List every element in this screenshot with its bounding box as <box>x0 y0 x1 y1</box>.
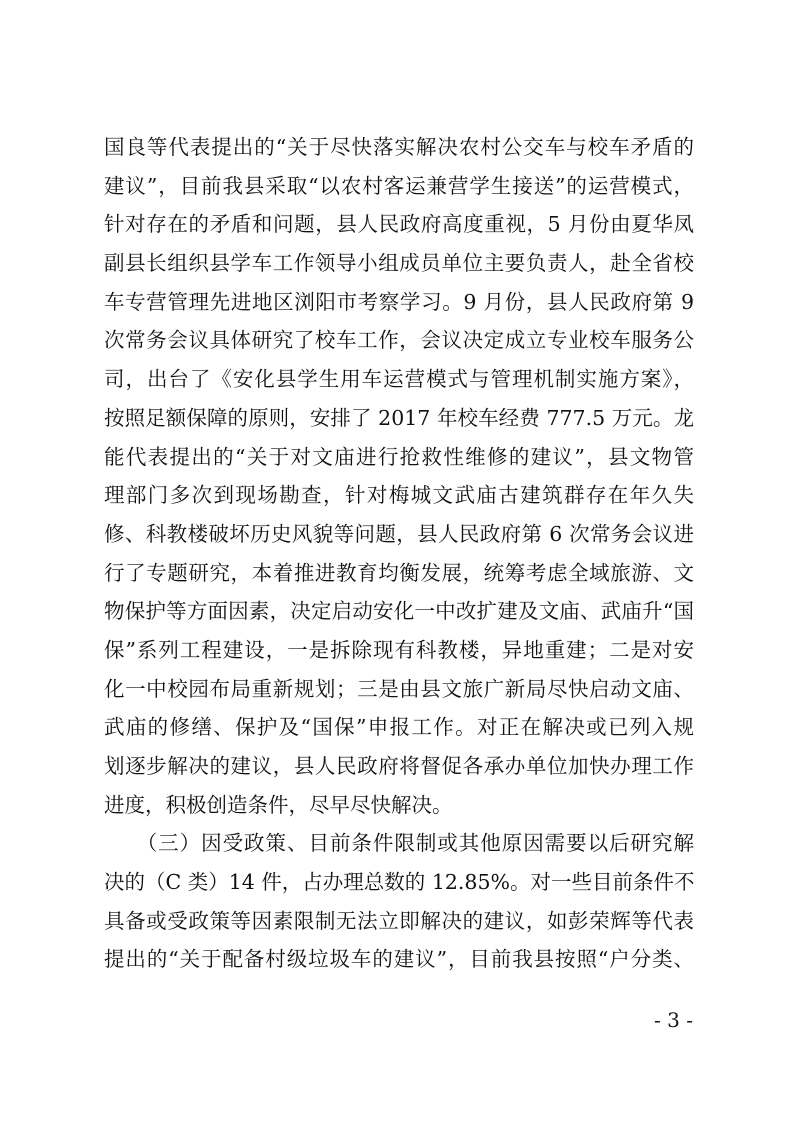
text-line: 具备或受政策等因素限制无法立即解决的建议，如彭荣辉等代表 <box>104 908 694 933</box>
page-number: - 3 - <box>654 1008 693 1032</box>
text-line: 武庙的修缮、保护及“国保”申报工作。对正在解决或已列入规 <box>104 715 694 740</box>
text-line: 化一中校园布局重新规划；三是由县文旅广新局尽快启动文庙、 <box>104 676 694 701</box>
text-line: 针对存在的矛盾和问题，县人民政府高度重视，5 月份由夏华凤 <box>104 212 694 237</box>
paragraph-end-line: 进度，积极创造条件，尽早尽快解决。 <box>104 792 453 817</box>
text-line: 行了专题研究，本着推进教育均衡发展，统筹考虑全域旅游、文 <box>104 560 694 585</box>
text-line: 司，出台了《安化县学生用车运营模式与管理机制实施方案》， <box>104 367 694 392</box>
text-line: 按照足额保障的原则，安排了 2017 年校车经费 777.5 万元。龙 <box>104 405 694 430</box>
text-line: 决的（C 类）14 件，占办理总数的 12.85%。对一些目前条件不 <box>104 870 694 895</box>
text-line: 建议”，目前我县采取“以农村客运兼营学生接送”的运营模式， <box>104 173 694 198</box>
text-line: 保”系列工程建设，一是拆除现有科教楼，异地重建；二是对安 <box>104 637 694 662</box>
text-line: 车专营管理先进地区浏阳市考察学习。9 月份，县人民政府第 9 <box>104 289 694 314</box>
text-line: 理部门多次到现场勘查，针对梅城文武庙古建筑群存在年久失 <box>104 483 694 508</box>
text-line: 提出的“关于配备村级垃圾车的建议”，目前我县按照“户分类、 <box>104 947 694 972</box>
text-line: 能代表提出的“关于对文庙进行抢救性维修的建议”，县文物管 <box>104 444 694 469</box>
text-line: 副县长组织县学车工作领导小组成员单位主要负责人，赴全省校 <box>104 251 694 276</box>
text-line: 国良等代表提出的“关于尽快落实解决农村公交车与校车矛盾的 <box>104 135 694 159</box>
text-line: 次常务会议具体研究了校车工作，会议决定成立专业校车服务公 <box>104 328 694 353</box>
text-line: 修、科教楼破坏历史风貌等问题，县人民政府第 6 次常务会议进 <box>104 521 694 546</box>
section-heading-line: （三）因受政策、目前条件限制或其他原因需要以后研究解 <box>104 831 694 856</box>
text-line: 物保护等方面因素，决定启动安化一中改扩建及文庙、武庙升“国 <box>104 599 694 624</box>
text-line: 划逐步解决的建议，县人民政府将督促各承办单位加快办理工作 <box>104 754 694 778</box>
body-text <box>104 128 694 979</box>
